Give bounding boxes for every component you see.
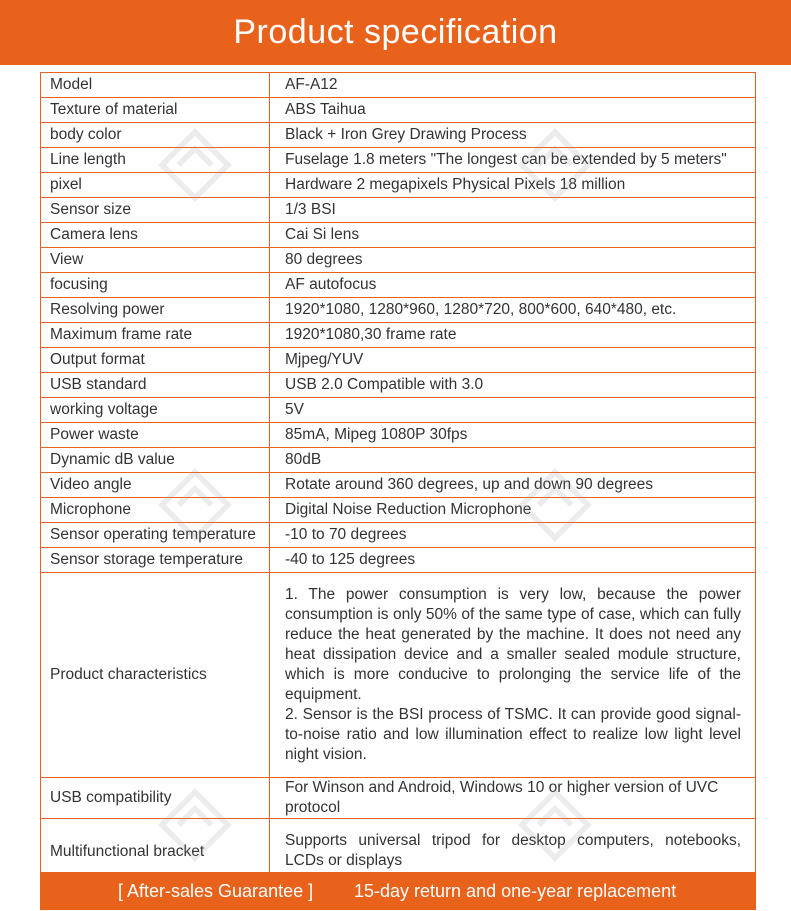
spec-value: -40 to 125 degrees: [270, 548, 756, 573]
spec-label: Product characteristics: [41, 573, 270, 778]
spec-value: Hardware 2 megapixels Physical Pixels 18 million: [270, 173, 756, 198]
spec-label: Texture of material: [41, 98, 270, 123]
spec-row: [41, 98, 756, 123]
spec-table: [40, 72, 756, 885]
spec-label: USB compatibility: [41, 778, 270, 819]
spec-value: ABS Taihua: [270, 98, 756, 123]
spec-row: [41, 298, 756, 323]
spec-value: 5V: [270, 398, 756, 423]
spec-row: [41, 573, 756, 778]
spec-row: [41, 373, 756, 398]
spec-row: [41, 123, 756, 148]
spec-row: [41, 198, 756, 223]
spec-label: Multifunctional bracket: [41, 819, 270, 885]
spec-value: -10 to 70 degrees: [270, 523, 756, 548]
spec-row: [41, 248, 756, 273]
spec-value: Black + Iron Grey Drawing Process: [270, 123, 756, 148]
spec-value: Supports universal tripod for desktop computers, notebooks, LCDs or displays: [270, 819, 756, 885]
spec-value: Fuselage 1.8 meters "The longest can be extended by 5 meters": [270, 148, 756, 173]
spec-label: View: [41, 248, 270, 273]
spec-label: Microphone: [41, 498, 270, 523]
spec-label: body color: [41, 123, 270, 148]
spec-value: Rotate around 360 degrees, up and down 90 degrees: [270, 473, 756, 498]
spec-value: 1920*1080, 1280*960, 1280*720, 800*600, 640*480, etc.: [270, 298, 756, 323]
spec-value: For Winson and Android, Windows 10 or higher version of UVC protocol: [270, 778, 756, 819]
after-sales-label: [ After-sales Guarantee ]: [118, 881, 314, 901]
spec-row: [41, 223, 756, 248]
spec-value: 1. The power consumption is very low, because the power consumption is only 50% of the same type of case, which can fully reduce the heat generated by the machine. It does not need any heat dissipation device and a smaller sealed module structure, which is more conducive to prolonging the service life of the equipment. 2. Sensor is the BSI process of TSMC. It can provide good signal-to-noise ratio and low illumination effect to realize low light level night vision.: [270, 573, 756, 778]
spec-label: focusing: [41, 273, 270, 298]
spec-label: Model: [41, 73, 270, 98]
spec-row: [41, 523, 756, 548]
page-title: Product specification: [0, 0, 791, 65]
spec-label: pixel: [41, 173, 270, 198]
spec-row: [41, 473, 756, 498]
spec-label: Sensor operating temperature: [41, 523, 270, 548]
spec-row: [41, 548, 756, 573]
spec-row: [41, 423, 756, 448]
return-policy-text: 15-day return and one-year replacement: [354, 881, 677, 901]
spec-label: Resolving power: [41, 298, 270, 323]
spec-value: Cai Si lens: [270, 223, 756, 248]
spec-row: [41, 348, 756, 373]
spec-row: [41, 778, 756, 819]
spec-value: 80dB: [270, 448, 756, 473]
spec-value: USB 2.0 Compatible with 3.0: [270, 373, 756, 398]
spec-row: [41, 73, 756, 98]
spec-row: [41, 148, 756, 173]
spec-label: Video angle: [41, 473, 270, 498]
spec-row: [41, 398, 756, 423]
spec-label: Dynamic dB value: [41, 448, 270, 473]
spec-row: [41, 273, 756, 298]
spec-label: USB standard: [41, 373, 270, 398]
spec-label: Power waste: [41, 423, 270, 448]
spec-label: Camera lens: [41, 223, 270, 248]
spec-value: 85mA, Mipeg 1080P 30fps: [270, 423, 756, 448]
spec-row: [41, 173, 756, 198]
spec-value: 1920*1080,30 frame rate: [270, 323, 756, 348]
spec-label: Line length: [41, 148, 270, 173]
spec-value: AF autofocus: [270, 273, 756, 298]
spec-row: [41, 323, 756, 348]
spec-label: working voltage: [41, 398, 270, 423]
after-sales-banner: [40, 872, 756, 910]
spec-label: Sensor storage temperature: [41, 548, 270, 573]
spec-value: AF-A12: [270, 73, 756, 98]
spec-value: 1/3 BSI: [270, 198, 756, 223]
spec-label: Output format: [41, 348, 270, 373]
spec-value: Digital Noise Reduction Microphone: [270, 498, 756, 523]
spec-value: 80 degrees: [270, 248, 756, 273]
spec-label: Sensor size: [41, 198, 270, 223]
spec-row: [41, 498, 756, 523]
spec-value: Mjpeg/YUV: [270, 348, 756, 373]
spec-label: Maximum frame rate: [41, 323, 270, 348]
spec-row: [41, 448, 756, 473]
